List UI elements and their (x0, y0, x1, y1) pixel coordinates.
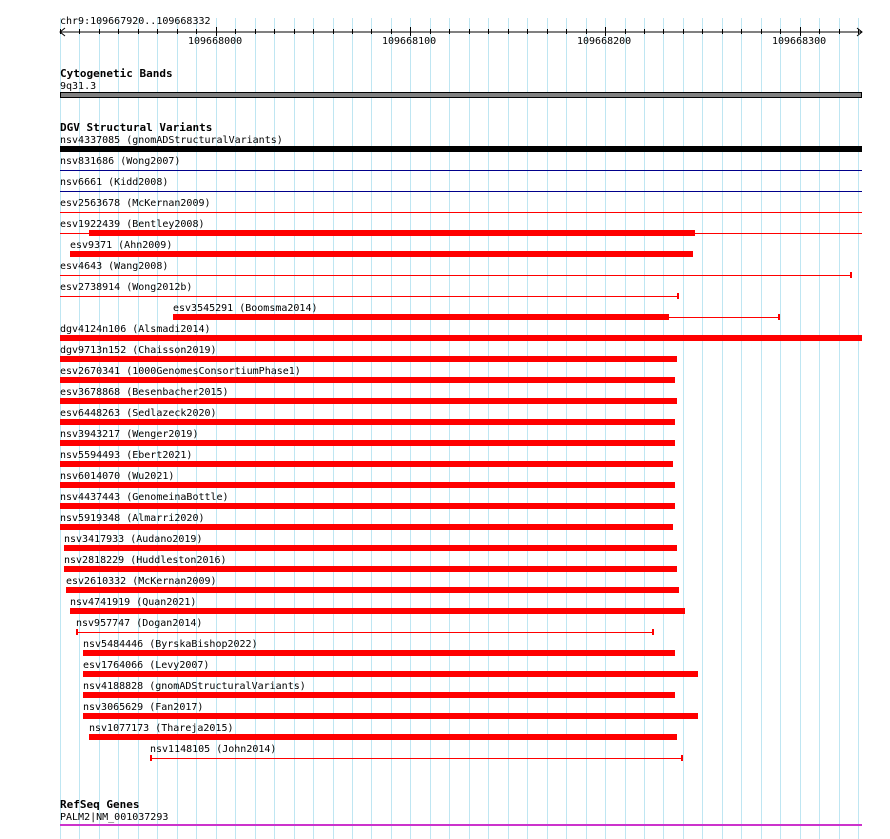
variant-start-cap (150, 755, 152, 761)
cytoband-label: 9q31.3 (60, 81, 97, 92)
grid-line (741, 18, 742, 839)
variant-label[interactable]: esv4643 (Wang2008) (60, 261, 169, 272)
variant-bar[interactable] (60, 440, 675, 446)
variant-label[interactable]: esv3545291 (Boomsma2014) (173, 303, 318, 314)
refseq-gene-label[interactable]: PALM2|NM_001037293 (60, 812, 169, 823)
variant-label[interactable]: nsv5919348 (Almarri2020) (60, 513, 205, 524)
variant-label[interactable]: esv2563678 (McKernan2009) (60, 198, 211, 209)
variant-label[interactable]: dgv9713n152 (Chaisson2019) (60, 345, 217, 356)
variant-label[interactable]: esv2670341 (1000GenomesConsortiumPhase1) (60, 366, 301, 377)
variant-line[interactable] (150, 758, 683, 759)
grid-line (702, 18, 703, 839)
variant-label[interactable]: esv1764066 (Levy2007) (83, 660, 210, 671)
variant-label[interactable]: nsv3943217 (Wenger2019) (60, 429, 199, 440)
ruler-region-label: chr9:109667920..109668332 (60, 16, 211, 27)
refseq-gene-intron-line[interactable] (60, 824, 862, 826)
variant-label[interactable]: nsv5594493 (Ebert2021) (60, 450, 193, 461)
variant-bar[interactable] (60, 419, 675, 425)
variant-bar[interactable] (64, 545, 677, 551)
variant-bar[interactable] (60, 356, 677, 362)
variant-label[interactable]: esv6448263 (Sedlazeck2020) (60, 408, 217, 419)
cytoband-bar[interactable] (60, 92, 862, 98)
variant-line[interactable] (60, 296, 679, 297)
variant-bar[interactable] (60, 524, 673, 530)
variant-bar[interactable] (83, 692, 675, 698)
variant-label[interactable]: dgv4124n106 (Alsmadi2014) (60, 324, 211, 335)
variant-end-cap (677, 293, 679, 299)
variant-line[interactable] (60, 275, 852, 276)
ruler-tick-label: 109668100 (382, 36, 437, 47)
grid-line (858, 18, 859, 839)
variant-label[interactable]: esv9371 (Ahn2009) (70, 240, 173, 251)
variant-label[interactable]: nsv831686 (Wong2007) (60, 156, 181, 167)
variant-label[interactable]: nsv4437443 (GenomeinaBottle) (60, 492, 229, 503)
variant-bar[interactable] (60, 461, 673, 467)
variant-end-cap (850, 272, 852, 278)
cytoband-track-title[interactable]: Cytogenetic Bands (60, 67, 173, 80)
variant-end-cap (681, 755, 683, 761)
variant-label[interactable]: esv2738914 (Wong2012b) (60, 282, 193, 293)
variant-bar[interactable] (66, 587, 679, 593)
variant-label[interactable]: nsv2818229 (Huddleston2016) (64, 555, 227, 566)
variant-label[interactable]: esv1922439 (Bentley2008) (60, 219, 205, 230)
variant-label[interactable]: nsv957747 (Dogan2014) (76, 618, 203, 629)
variant-thick-segment[interactable] (173, 314, 669, 320)
ruler-tick-label: 109668000 (188, 36, 243, 47)
variant-bar[interactable] (60, 503, 675, 509)
variant-end-cap (778, 314, 780, 320)
variant-thick-segment[interactable] (89, 230, 695, 236)
variant-label[interactable]: nsv6661 (Kidd2008) (60, 177, 169, 188)
variant-label[interactable]: nsv6014070 (Wu2021) (60, 471, 175, 482)
refseq-track-title[interactable]: RefSeq Genes (60, 798, 140, 811)
variant-label[interactable]: nsv3065629 (Fan2017) (83, 702, 204, 713)
variant-start-cap (76, 629, 78, 635)
grid-line (780, 18, 781, 839)
variant-bar[interactable] (89, 734, 677, 740)
variant-label[interactable]: nsv4741919 (Quan2021) (70, 597, 197, 608)
variant-label[interactable]: esv2610332 (McKernan2009) (66, 576, 217, 587)
grid-line (839, 18, 840, 839)
dgv-track-title[interactable]: DGV Structural Variants (60, 121, 213, 134)
variant-line[interactable] (60, 212, 862, 213)
variant-label[interactable]: nsv1148105 (John2014) (150, 744, 277, 755)
grid-line (722, 18, 723, 839)
variant-label[interactable]: nsv1077173 (Thareja2015) (89, 723, 234, 734)
grid-line (800, 18, 801, 839)
variant-line[interactable] (60, 191, 862, 192)
ruler[interactable] (0, 24, 890, 48)
variant-bar[interactable] (64, 566, 677, 572)
variant-line[interactable] (60, 170, 862, 171)
variant-bar[interactable] (70, 251, 693, 257)
variant-label[interactable]: nsv4188828 (gnomADStructuralVariants) (83, 681, 306, 692)
variant-line[interactable] (76, 632, 654, 633)
variant-bar[interactable] (83, 650, 675, 656)
variant-bar[interactable] (60, 335, 862, 341)
variant-label[interactable]: nsv4337085 (gnomADStructuralVariants) (60, 135, 283, 146)
grid-line (819, 18, 820, 839)
variant-bar[interactable] (83, 671, 698, 677)
variant-label[interactable]: nsv3417933 (Audano2019) (64, 534, 203, 545)
variant-bar[interactable] (70, 608, 685, 614)
ruler-tick-label: 109668200 (577, 36, 632, 47)
grid-line (761, 18, 762, 839)
ruler-tick-label: 109668300 (772, 36, 827, 47)
variant-bar[interactable] (83, 713, 698, 719)
variant-bar[interactable] (60, 377, 675, 383)
variant-end-cap (652, 629, 654, 635)
variant-label[interactable]: nsv5484446 (ByrskaBishop2022) (83, 639, 258, 650)
variant-bar[interactable] (60, 146, 862, 152)
variant-bar[interactable] (60, 482, 675, 488)
variant-label[interactable]: esv3678868 (Besenbacher2015) (60, 387, 229, 398)
variant-bar[interactable] (60, 398, 677, 404)
